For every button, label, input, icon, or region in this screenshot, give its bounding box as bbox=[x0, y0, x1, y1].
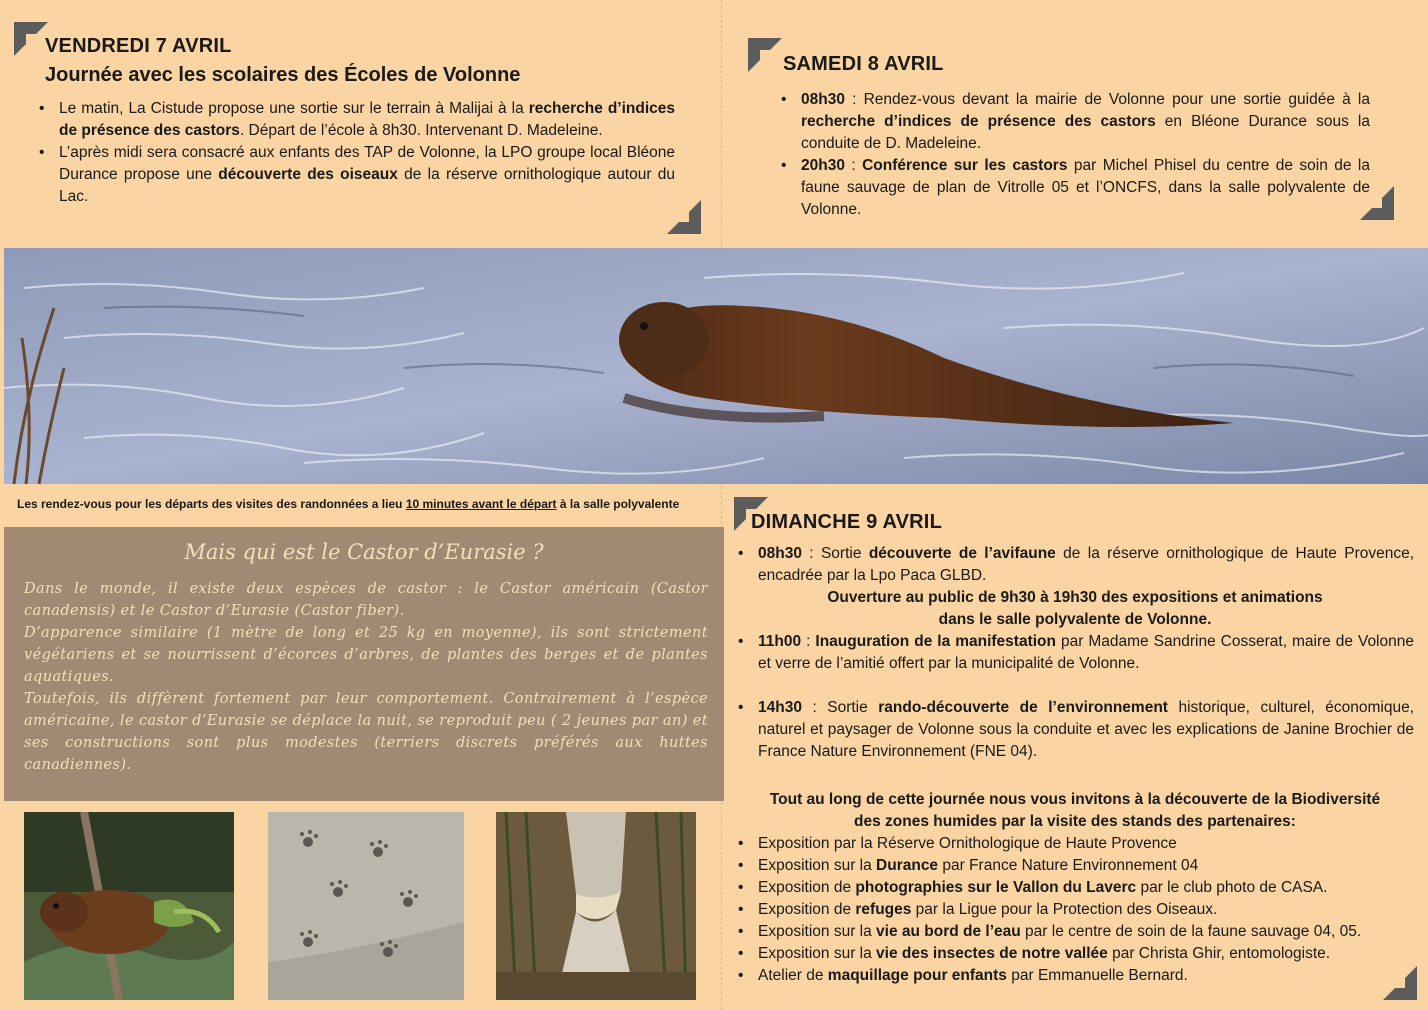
list-item bbox=[779, 155, 1370, 221]
list-item bbox=[736, 899, 1426, 921]
list-item bbox=[736, 943, 1426, 965]
friday-day-title: VENDREDI 7 AVRIL bbox=[45, 35, 232, 57]
friday-subtitle: Journée avec les scolaires des Écoles de Volonne bbox=[45, 64, 521, 86]
item-text: Exposition de bbox=[758, 879, 856, 896]
spacer bbox=[736, 675, 1414, 697]
item-time: 11h00 bbox=[758, 633, 802, 650]
beaver-tracks-photo bbox=[268, 812, 464, 1000]
list-item bbox=[37, 142, 675, 208]
item-text: Exposition sur la bbox=[758, 923, 877, 940]
note-text: Les rendez-vous pour les départs des visites des randonnées a lieu bbox=[17, 497, 406, 511]
corner-ornament-bottom-right bbox=[667, 200, 701, 234]
list-item bbox=[736, 877, 1426, 899]
friday-header bbox=[45, 35, 685, 87]
list-item bbox=[37, 98, 675, 142]
item-text: par Madame Sandrine Cosserat, maire de Volonne et verre de l’amitié offert par la municipalité de Volonne. bbox=[758, 633, 1414, 672]
invitation-line: des zones humides par la visite des stands des partenaires: bbox=[854, 813, 1296, 830]
corner-ornament-bottom-right bbox=[1383, 966, 1417, 1000]
friday-event-list bbox=[37, 98, 675, 208]
item-text: : Sortie bbox=[801, 699, 879, 716]
note-text: à la salle polyvalente bbox=[556, 497, 680, 511]
item-text: Exposition sur la bbox=[758, 857, 877, 874]
item-text: de la réserve ornithologique autour du Lac. bbox=[59, 166, 675, 205]
castor-paragraph: Toutefois, ils diffèrent fortement par leur comportement. Contrairement à l’espèce américaine, le castor d’Eurasie se déplace la nuit, se reproduit peu ( 2 jeunes par an) et ses constructions sont plus modestes (terriers discrets préférés aux huttes canadiennes). bbox=[24, 691, 708, 773]
item-bold: découverte des oiseaux bbox=[218, 166, 398, 183]
exhibit-list bbox=[736, 833, 1426, 987]
biodiversity-invitation bbox=[736, 789, 1414, 833]
item-text: : Sortie bbox=[801, 545, 869, 562]
item-text: . Départ de l’école à 8h30. Intervenant D. Madeleine. bbox=[239, 122, 603, 139]
note-underlined: 10 minutes avant le départ bbox=[405, 497, 557, 511]
list-item bbox=[736, 833, 1426, 855]
saturday-event-list bbox=[779, 89, 1370, 221]
item-bold: découverte de l’avifaune bbox=[868, 545, 1056, 562]
item-text: Exposition de bbox=[758, 901, 856, 918]
sunday-day-title: DIMANCHE 9 AVRIL bbox=[751, 511, 942, 533]
meeting-note bbox=[17, 497, 717, 511]
list-item bbox=[736, 921, 1426, 943]
list-item bbox=[736, 855, 1426, 877]
list-item bbox=[736, 543, 1414, 587]
item-text: par France Nature Environnement 04 bbox=[938, 857, 1199, 874]
corner-ornament-bottom-right bbox=[1360, 186, 1394, 220]
saturday-header bbox=[783, 53, 944, 76]
opening-line: Ouverture au public de 9h30 à 19h30 des expositions et animations bbox=[827, 589, 1323, 606]
opening-line: dans le salle polyvalente de Volonne. bbox=[938, 611, 1212, 628]
item-text: Atelier de bbox=[758, 967, 828, 984]
item-text: : bbox=[844, 157, 863, 174]
item-text: Exposition par la Réserve Ornithologique de Haute Provence bbox=[758, 835, 1177, 852]
item-time: 14h30 bbox=[758, 699, 802, 716]
sunday-header bbox=[751, 511, 942, 534]
gnawed-tree-photo bbox=[496, 812, 696, 1000]
item-text: : Rendez-vous devant la mairie de Volonne pour une sortie guidée à la bbox=[844, 91, 1370, 108]
list-item bbox=[736, 965, 1426, 987]
sunday-event-list bbox=[736, 543, 1414, 763]
fold-divider bbox=[721, 0, 722, 1010]
beaver-eating-photo bbox=[24, 812, 234, 1000]
item-time: 08h30 bbox=[801, 91, 845, 108]
item-text: par Christa Ghir, entomologiste. bbox=[1107, 945, 1331, 962]
item-text: par le club photo de CASA. bbox=[1136, 879, 1328, 896]
item-bold: recherche d’indices de présence des castors bbox=[801, 113, 1156, 130]
list-item bbox=[736, 697, 1414, 763]
item-bold: photographies sur le Vallon du Laverc bbox=[855, 879, 1137, 896]
list-item bbox=[736, 631, 1414, 675]
item-bold: maquillage pour enfants bbox=[827, 967, 1007, 984]
item-text: en Bléone Durance sous la conduite de D. Madeleine. bbox=[801, 113, 1370, 152]
castor-info-box bbox=[4, 527, 724, 801]
castor-info-body bbox=[24, 578, 708, 776]
item-time: 20h30 bbox=[801, 157, 845, 174]
item-text: Exposition sur la bbox=[758, 945, 877, 962]
item-time: 08h30 bbox=[758, 545, 802, 562]
item-text: L’après midi sera consacré aux enfants des TAP de Volonne, la LPO groupe local Bléone Durance propose une bbox=[59, 144, 675, 183]
corner-ornament-top-left bbox=[748, 38, 782, 72]
item-text: Le matin, La Cistude propose une sortie sur le terrain à Malijai à la bbox=[59, 100, 529, 117]
item-bold: Inauguration de la manifestation bbox=[815, 633, 1056, 650]
item-bold: refuges bbox=[855, 901, 912, 918]
opening-hours bbox=[736, 587, 1414, 631]
castor-paragraph: D’apparence similaire (1 mètre de long et 25 kg en moyenne), ils sont strictement végétariens et se nourrissent d’écorces d’arbres, de plantes des berges et de plantes aquatiques. bbox=[24, 625, 708, 685]
item-text: par la Ligue pour la Protection des Oiseaux. bbox=[911, 901, 1218, 918]
item-text: par le centre de soin de la faune sauvage 04, 05. bbox=[1020, 923, 1362, 940]
item-bold: vie des insectes de notre vallée bbox=[876, 945, 1108, 962]
item-text: de la réserve ornithologique de Haute Provence, encadrée par la Lpo Paca GLBD. bbox=[758, 545, 1415, 584]
item-bold: rando-découverte de l’environnement bbox=[878, 699, 1168, 716]
list-item bbox=[779, 89, 1370, 155]
castor-paragraph: Dans le monde, il existe deux espèces de castor : le Castor américain (Castor canadensis) et le Castor d’Eurasie (Castor fiber). bbox=[24, 581, 708, 619]
item-text: par Michel Phisel du centre de soin de la faune sauvage de plan de Vitrolle 05 et l’ONCFS, dans la salle polyvalente de Volonne. bbox=[801, 157, 1370, 218]
beaver-swimming-photo bbox=[4, 248, 1428, 484]
item-bold: recherche d’indices de présence des castors bbox=[59, 100, 675, 139]
item-bold: vie au bord de l’eau bbox=[876, 923, 1021, 940]
corner-ornament-top-left bbox=[14, 22, 48, 56]
item-bold: Conférence sur les castors bbox=[862, 157, 1068, 174]
item-text: par Emmanuelle Bernard. bbox=[1006, 967, 1188, 984]
invitation-line: Tout au long de cette journée nous vous invitons à la découverte de la Biodiversité bbox=[769, 791, 1381, 808]
saturday-day-title: SAMEDI 8 AVRIL bbox=[783, 53, 944, 75]
item-bold: Durance bbox=[876, 857, 939, 874]
item-text: historique, culturel, économique, naturel et paysager de Volonne sous la conduite et avec les explications de Janine Brochier de France Nature Environnement (FNE 04). bbox=[758, 699, 1414, 760]
castor-info-title: Mais qui est le Castor d’Eurasie ? bbox=[184, 540, 544, 564]
item-text: : bbox=[801, 633, 816, 650]
